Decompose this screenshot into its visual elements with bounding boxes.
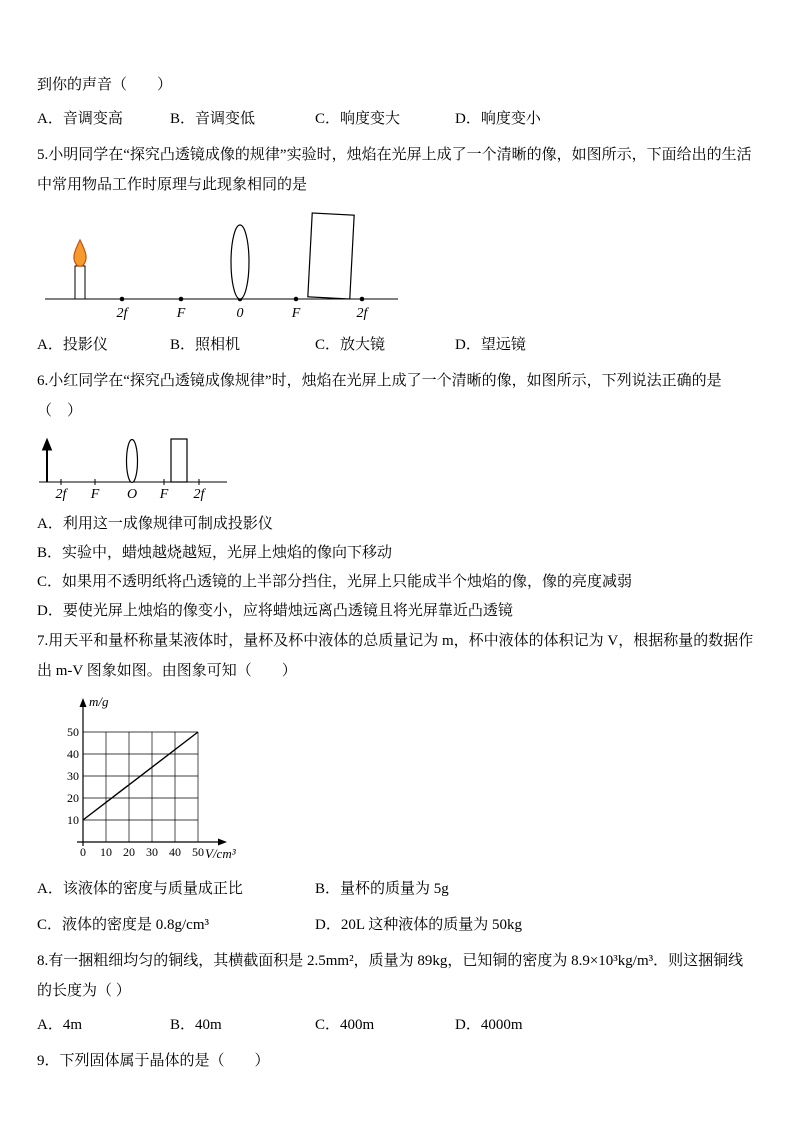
q5-stem: 5.小明同学在“探究凸透镜成像的规律”实验时，烛焰在光屏上成了一个清晰的像，如图所示，下面给出的生活中常用物品工作时原理与此现象相同的是 xyxy=(37,147,752,193)
q6-option-d: D．要使光屏上烛焰的像变小，应将蜡烛远离凸透镜且将光屏靠近凸透镜 xyxy=(37,603,513,619)
q6-label-2f-left: 2f xyxy=(55,487,67,502)
q4-option-b: B．音调变低 xyxy=(170,111,256,127)
q4-options xyxy=(37,104,757,134)
q7-option-c: C．液体的密度是 0.8g/cm³ xyxy=(37,917,209,933)
y-tick-labels xyxy=(67,725,79,827)
q9-stem: 9．下列固体属于晶体的是（ ） xyxy=(37,1053,270,1069)
q7-options-row1 xyxy=(37,874,757,904)
ytick-20: 20 xyxy=(67,791,79,805)
q5-option-c: C．放大镜 xyxy=(315,337,386,353)
xtick-10: 10 xyxy=(100,845,112,859)
xtick-40: 40 xyxy=(169,845,181,859)
q4-option-d: D．响度变小 xyxy=(455,111,541,127)
q6-optics-diagram xyxy=(37,432,237,506)
q8-option-b: B．40m xyxy=(170,1017,222,1033)
q7-option-b: B．量杯的质量为 5g xyxy=(315,881,449,897)
q5-option-b: B．照相机 xyxy=(170,337,241,353)
q5-label-center: 0 xyxy=(236,306,244,321)
flame-icon xyxy=(74,240,86,266)
q5-label-f-right: F xyxy=(291,306,301,321)
q5-option-a: A．投影仪 xyxy=(37,337,108,353)
q5-label-2f-left: 2f xyxy=(116,306,128,321)
q5-options xyxy=(37,330,757,360)
q7-option-d: D．20L 这种液体的质量为 50kg xyxy=(315,917,522,933)
q6-label-center: O xyxy=(126,487,138,502)
q4-option-a: A．音调变高 xyxy=(37,111,123,127)
axis-arrowheads xyxy=(80,698,228,846)
ytick-10: 10 xyxy=(67,813,79,827)
q5-label-2f-right: 2f xyxy=(356,306,368,321)
object-arrow-icon xyxy=(43,439,52,482)
q6-axis-labels xyxy=(56,487,207,502)
q8-stem: 8.有一捆粗细均匀的铜线，其横截面积是 2.5mm²，质量为 89kg，已知铜的密度为 8.9×10³kg/m³．则这捆铜线的长度为（ ） xyxy=(37,953,744,999)
graph-axes xyxy=(77,704,221,846)
graph-grid xyxy=(83,732,198,842)
q6-label-f-left: F xyxy=(90,487,100,502)
q6-option-b: B．实验中，蜡烛越烧越短，光屏上烛焰的像向下移动 xyxy=(37,545,393,561)
q4-option-c: C．响度变大 xyxy=(315,111,401,127)
screen-icon xyxy=(308,213,354,299)
xtick-50: 50 xyxy=(192,845,204,859)
q8-options xyxy=(37,1010,757,1040)
ytick-50: 50 xyxy=(67,725,79,739)
q6-label-2f-right: 2f xyxy=(193,487,205,502)
xtick-0: 0 xyxy=(80,845,86,859)
q7-options-row2 xyxy=(37,910,757,940)
q6-option-a: A．利用这一成像规律可制成投影仪 xyxy=(37,516,273,532)
q8-option-c: C．400m xyxy=(315,1017,375,1033)
q7-stem: 7.用天平和量杯称量某液体时，量杯及杯中液体的总质量记为 m，杯中液体的体积记为 V，根据称量的数据作出 m-V 图象如图。由图象可知（ ） xyxy=(37,633,754,679)
q5-axis-labels xyxy=(117,306,370,321)
x-axis-label: V/cm³ xyxy=(205,846,236,861)
lens-icon xyxy=(231,225,249,299)
q7-option-a: A．该液体的密度与质量成正比 xyxy=(37,881,243,897)
q4-stem-tail: 到你的声音（ ） xyxy=(37,77,173,93)
q8-option-d: D．4000m xyxy=(455,1017,523,1033)
ytick-40: 40 xyxy=(67,747,79,761)
q6-stem: 6.小红同学在“探究凸透镜成像规律”时，烛焰在光屏上成了一个清晰的像，如图所示，下列说法正确的是（ ） xyxy=(37,373,722,419)
q6-option-c: C．如果用不透明纸将凸透镜的上半部分挡住，光屏上只能成半个烛焰的像，像的亮度减弱 xyxy=(37,574,633,590)
xtick-30: 30 xyxy=(146,845,158,859)
q7-mv-graph xyxy=(53,692,263,870)
q5-option-d: D．望远镜 xyxy=(455,337,526,353)
xtick-20: 20 xyxy=(123,845,135,859)
q5-optics-diagram xyxy=(42,204,414,326)
screen-icon xyxy=(171,439,187,482)
x-tick-labels xyxy=(80,845,204,859)
q5-label-f-left: F xyxy=(176,306,186,321)
ytick-30: 30 xyxy=(67,769,79,783)
y-axis-label: m/g xyxy=(89,694,109,709)
candle-icon xyxy=(74,240,86,299)
q6-label-f-right: F xyxy=(159,487,169,502)
q8-option-a: A．4m xyxy=(37,1017,83,1033)
lens-icon xyxy=(127,440,138,483)
